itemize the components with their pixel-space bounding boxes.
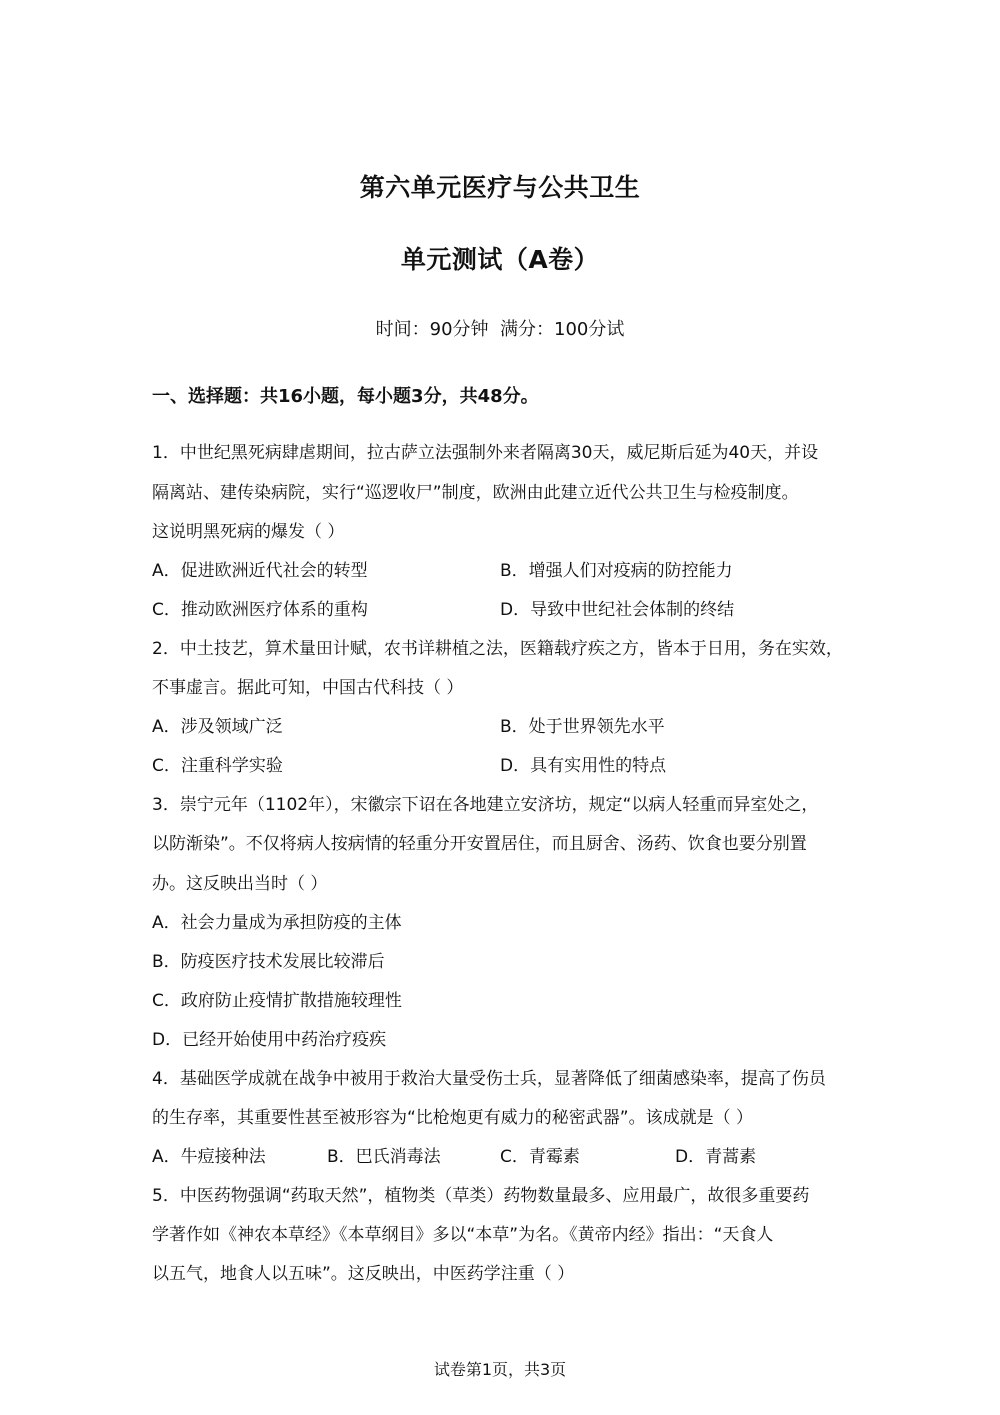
page-subtitle: 单元测试（A卷） [400, 245, 600, 274]
question-3-line-3: 办。这反映出当时（ ） [152, 874, 328, 894]
question-4-option-a[interactable]: A．牛痘接种法 [152, 1147, 266, 1167]
question-2-option-c[interactable]: C．注重科学实验 [152, 756, 283, 776]
question-1-option-c[interactable]: C．推动欧洲医疗体系的重构 [152, 600, 368, 620]
question-4-option-b[interactable]: B．巴氏消毒法 [327, 1147, 441, 1167]
question-1-line-3: 这说明黑死病的爆发（ ） [152, 522, 345, 542]
question-5-line-1: 5．中医药物强调“药取天然”，植物类（草类）药物数量最多、应用最广，故很多重要药 [152, 1186, 810, 1206]
page-footer: 试卷第1页，共3页 [433, 1360, 567, 1379]
question-4-option-d[interactable]: D．青蒿素 [675, 1147, 757, 1167]
question-2-option-b[interactable]: B．处于世界领先水平 [500, 717, 665, 737]
question-4-option-c[interactable]: C．青霉素 [500, 1147, 580, 1167]
question-1-option-a[interactable]: A．促进欧洲近代社会的转型 [152, 561, 368, 581]
question-1-option-b[interactable]: B．增强人们对疫病的防控能力 [500, 561, 733, 581]
question-3-option-a[interactable]: A．社会力量成为承担防疫的主体 [152, 913, 402, 933]
question-3-option-b[interactable]: B．防疫医疗技术发展比较滞后 [152, 952, 385, 972]
question-3-line-1: 3．崇宁元年（1102年），宋徽宗下诏在各地建立安济坊，规定“以病人轻重而异室处之， [152, 795, 819, 815]
exam-meta [0, 315, 1000, 341]
question-2-option-a[interactable]: A．涉及领域广泛 [152, 717, 283, 737]
question-3-line-2: 以防渐染”。不仅将病人按病情的轻重分开安置居住，而且厨舍、汤药、饮食也要分别置 [152, 834, 807, 854]
question-2-option-d[interactable]: D．具有实用性的特点 [500, 756, 667, 776]
exam-time: 时间：90分钟 [375, 319, 489, 340]
section-heading: 一、选择题：共16小题，每小题3分，共48分。 [152, 386, 539, 407]
exam-score: 满分：100分试 [500, 319, 625, 340]
question-2-line-1: 2．中土技艺，算术量田计赋，农书详耕植之法，医籍载疗疾之方，皆本于日用，务在实效， [152, 639, 843, 659]
question-2-line-2: 不事虚言。据此可知，中国古代科技（ ） [152, 678, 464, 698]
page-title: 第六单元医疗与公共卫生 [359, 173, 641, 202]
question-5-line-3: 以五气，地食人以五味”。这反映出，中医药学注重（ ） [152, 1264, 575, 1284]
question-5-line-2: 学著作如《神农本草经》《本草纲目》多以“本草”为名。《黄帝内经》指出：“天食人 [152, 1225, 774, 1245]
question-4-line-2: 的生存率，其重要性甚至被形容为“比枪炮更有威力的秘密武器”。该成就是（ ） [152, 1108, 754, 1128]
question-4-line-1: 4．基础医学成就在战争中被用于救治大量受伤士兵，显著降低了细菌感染率，提高了伤员 [152, 1069, 826, 1089]
question-1-line-1: 1．中世纪黑死病肆虐期间，拉古萨立法强制外来者隔离30天，威尼斯后延为40天，并设 [152, 443, 819, 463]
question-3-option-d[interactable]: D．已经开始使用中药治疗疫疾 [152, 1030, 387, 1050]
question-3-option-c[interactable]: C．政府防止疫情扩散措施较理性 [152, 991, 402, 1011]
question-1-line-2: 隔离站、建传染病院，实行“巡逻收尸”制度，欧洲由此建立近代公共卫生与检疫制度。 [152, 483, 799, 503]
question-1-option-d[interactable]: D．导致中世纪社会体制的终结 [500, 600, 735, 620]
